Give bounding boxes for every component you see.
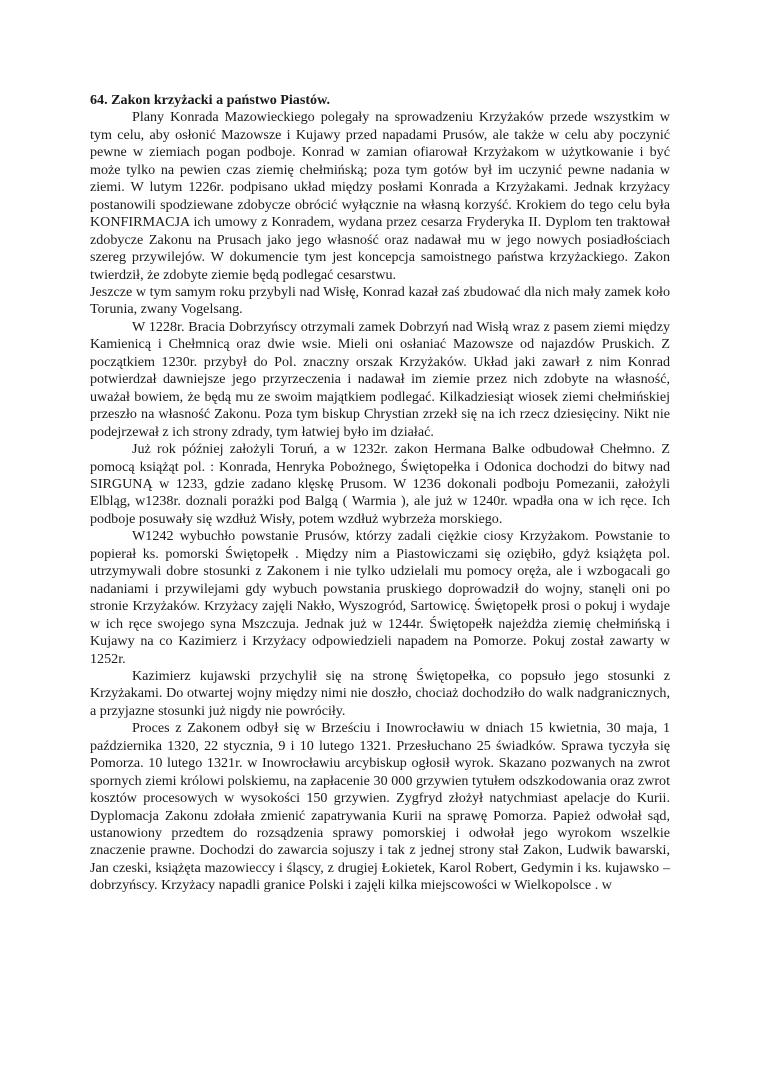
document-page — [90, 92, 670, 895]
paragraph-7: Proces z Zakonem odbył się w Brześciu i Inowrocławiu w dniach 15 kwietnia, 30 maja, 1 października 1320, 22 stycznia, 9 i 10 lutego 1321. Przesłuchano 25 świadków. Sprawa tyczyła się Pomorza. 10 lutego 1321r. w Inowrocławiu arcybiskup ogłosił wyrok. Skazano pozwanych na zwrot spornych ziemi królowi polskiemu, na zapłacenie 30 000 grzywien tytułem odszkodowania oraz zwrot kosztów procesowych w wysokości 150 grzywien. Zygfryd złożył natychmiast apelacje do Kurii. Dyplomacja Zakonu zdołała zmienić zapatrywania Kurii na sprawę Pomorza. Papież odwołał sąd, ustanowiony przedtem do rozsądzenia sprawy pomorskiej i odwołał jego wyrokom wszelkie znaczenie prawne. Dochodzi do zawarcia sojuszy i tak z jednej strony stał Zakon, Ludwik bawarski, Jan czeski, książęta mazowieccy i śląscy, z drugiej Łokietek, Karol Robert, Gedymin i ks. kujawsko – dobrzyńscy. Krzyżacy napadli granice Polski i zajęli kilka miejscowości w Wielkopolsce . w — [90, 720, 670, 894]
paragraph-3: W 1228r. Bracia Dobrzyńscy otrzymali zamek Dobrzyń nad Wisłą wraz z pasem ziemi między Kamienicą i Chełmnicą oraz dwie wsie. Mieli oni osłaniać Mazowsze od najazdów Pruskich. Z początkiem 1230r. przybył do Pol. znaczny orszak Krzyżaków. Układ jaki zawarł z nim Konrad potwierdzał dawniejsze jego przyrzeczenia i nadawał im ziemie przez nich zdobyte na własność, uważał bowiem, że będą mu ze swoim majątkiem podlegać. Kilkadziesiąt wiosek ziemi chełmińskiej przeszło na własność Zakonu. Poza tym biskup Chrystian zrzekł się na ich rzecz dziesięciny. Nikt nie podejrzewał z ich strony zdrady, tym łatwiej było im działać. — [90, 318, 670, 440]
paragraph-6: Kazimierz kujawski przychylił się na stronę Świętopełka, co popsuło jego stosunki z Krzyżakami. Do otwartej wojny między nimi nie doszło, chociaż dochodziło do walk nadgranicznych, a przyjazne stosunki już nigdy nie powróciły. — [90, 667, 670, 719]
paragraph-2: Jeszcze w tym samym roku przybyli nad Wisłę, Konrad kazał zaś zbudować dla nich mały zamek koło Torunia, zwany Vogelsang. — [90, 283, 670, 318]
section-heading: 64. Zakon krzyżacki a państwo Piastów. — [90, 92, 331, 108]
paragraph-4: Już rok później założyli Toruń, a w 1232r. zakon Hermana Balke odbudował Chełmno. Z pomocą książąt pol. : Konrada, Henryka Pobożnego, Świętopełka i Odonica dochodzi do bitwy nad SIRGUNĄ w 1233, gdzie zadano klęskę Prusom. W 1236 dokonali podboju Pomezanii, założyli Elbląg, w1238r. doznali porażki pod Balgą ( Warmia ), ale już w 1240r. wpadła ona w ich ręce. Ich podboje posuwały się wzdłuż Wisły, potem wzdłuż wybrzeża morskiego. — [90, 441, 670, 527]
paragraph-1: Plany Konrada Mazowieckiego polegały na sprowadzeniu Krzyżaków przede wszystkim w tym celu, aby osłonić Mazowsze i Kujawy przed napadami Prusów, ale także w celu aby poczynić pewne w ziemiach pogan podboje. Konrad w zamian ofiarował Krzyżakom w użytkowanie i być może tylko na pewien czas ziemię chełmińską; poza tym gotów był im uczynić pewne nadania w ziemi. W lutym 1226r. podpisano układ między posłami Konrada a Krzyżakami. Jednak krzyżacy postanowili spodziewane zdobycze obrócić wyłącznie na własną korzyść. Krokiem do tego celu była KONFIRMACJA ich umowy z Konradem, wydana przez cesarza Fryderyka II. Dyplom ten traktował zdobycze Zakonu na Prusach jako jego własność oraz nadawał mu w jego nowych posiadłościach szereg przywilejów. W dokumencie tym jest koncepcja samoistnego państwa krzyżackiego. Zakon twierdził, że zdobyte ziemie będą podlegać cesarstwu. — [90, 109, 670, 283]
paragraph-5: W1242 wybuchło powstanie Prusów, którzy zadali ciężkie ciosy Krzyżakom. Powstanie to popierał ks. pomorski Świętopełk . Między nim a Piastowiczami się oziębiło, gdyż książęta pol. utrzymywali dobre stosunki z Zakonem i nie tylko udzielali mu pomocy oręża, ale i wzbogacali go nadaniami i przywilejami gdy wybuch powstania pruskiego doprowadził do wojny, stanęli oni po stronie Krzyżaków. Krzyżacy zajęli Nakło, Wyszogród, Sartowicę. Świętopełk prosi o pokuj i wydaje w ich ręce swojego syna Mszczuja. Jednak już w 1244r. Świętopełk najeżdża ziemię chełmińską i Kujawy na co Kazimierz i Krzyżacy odpowiedzieli napadem na Pomorze. Pokuj został zawarty w 1252r. — [90, 528, 670, 667]
